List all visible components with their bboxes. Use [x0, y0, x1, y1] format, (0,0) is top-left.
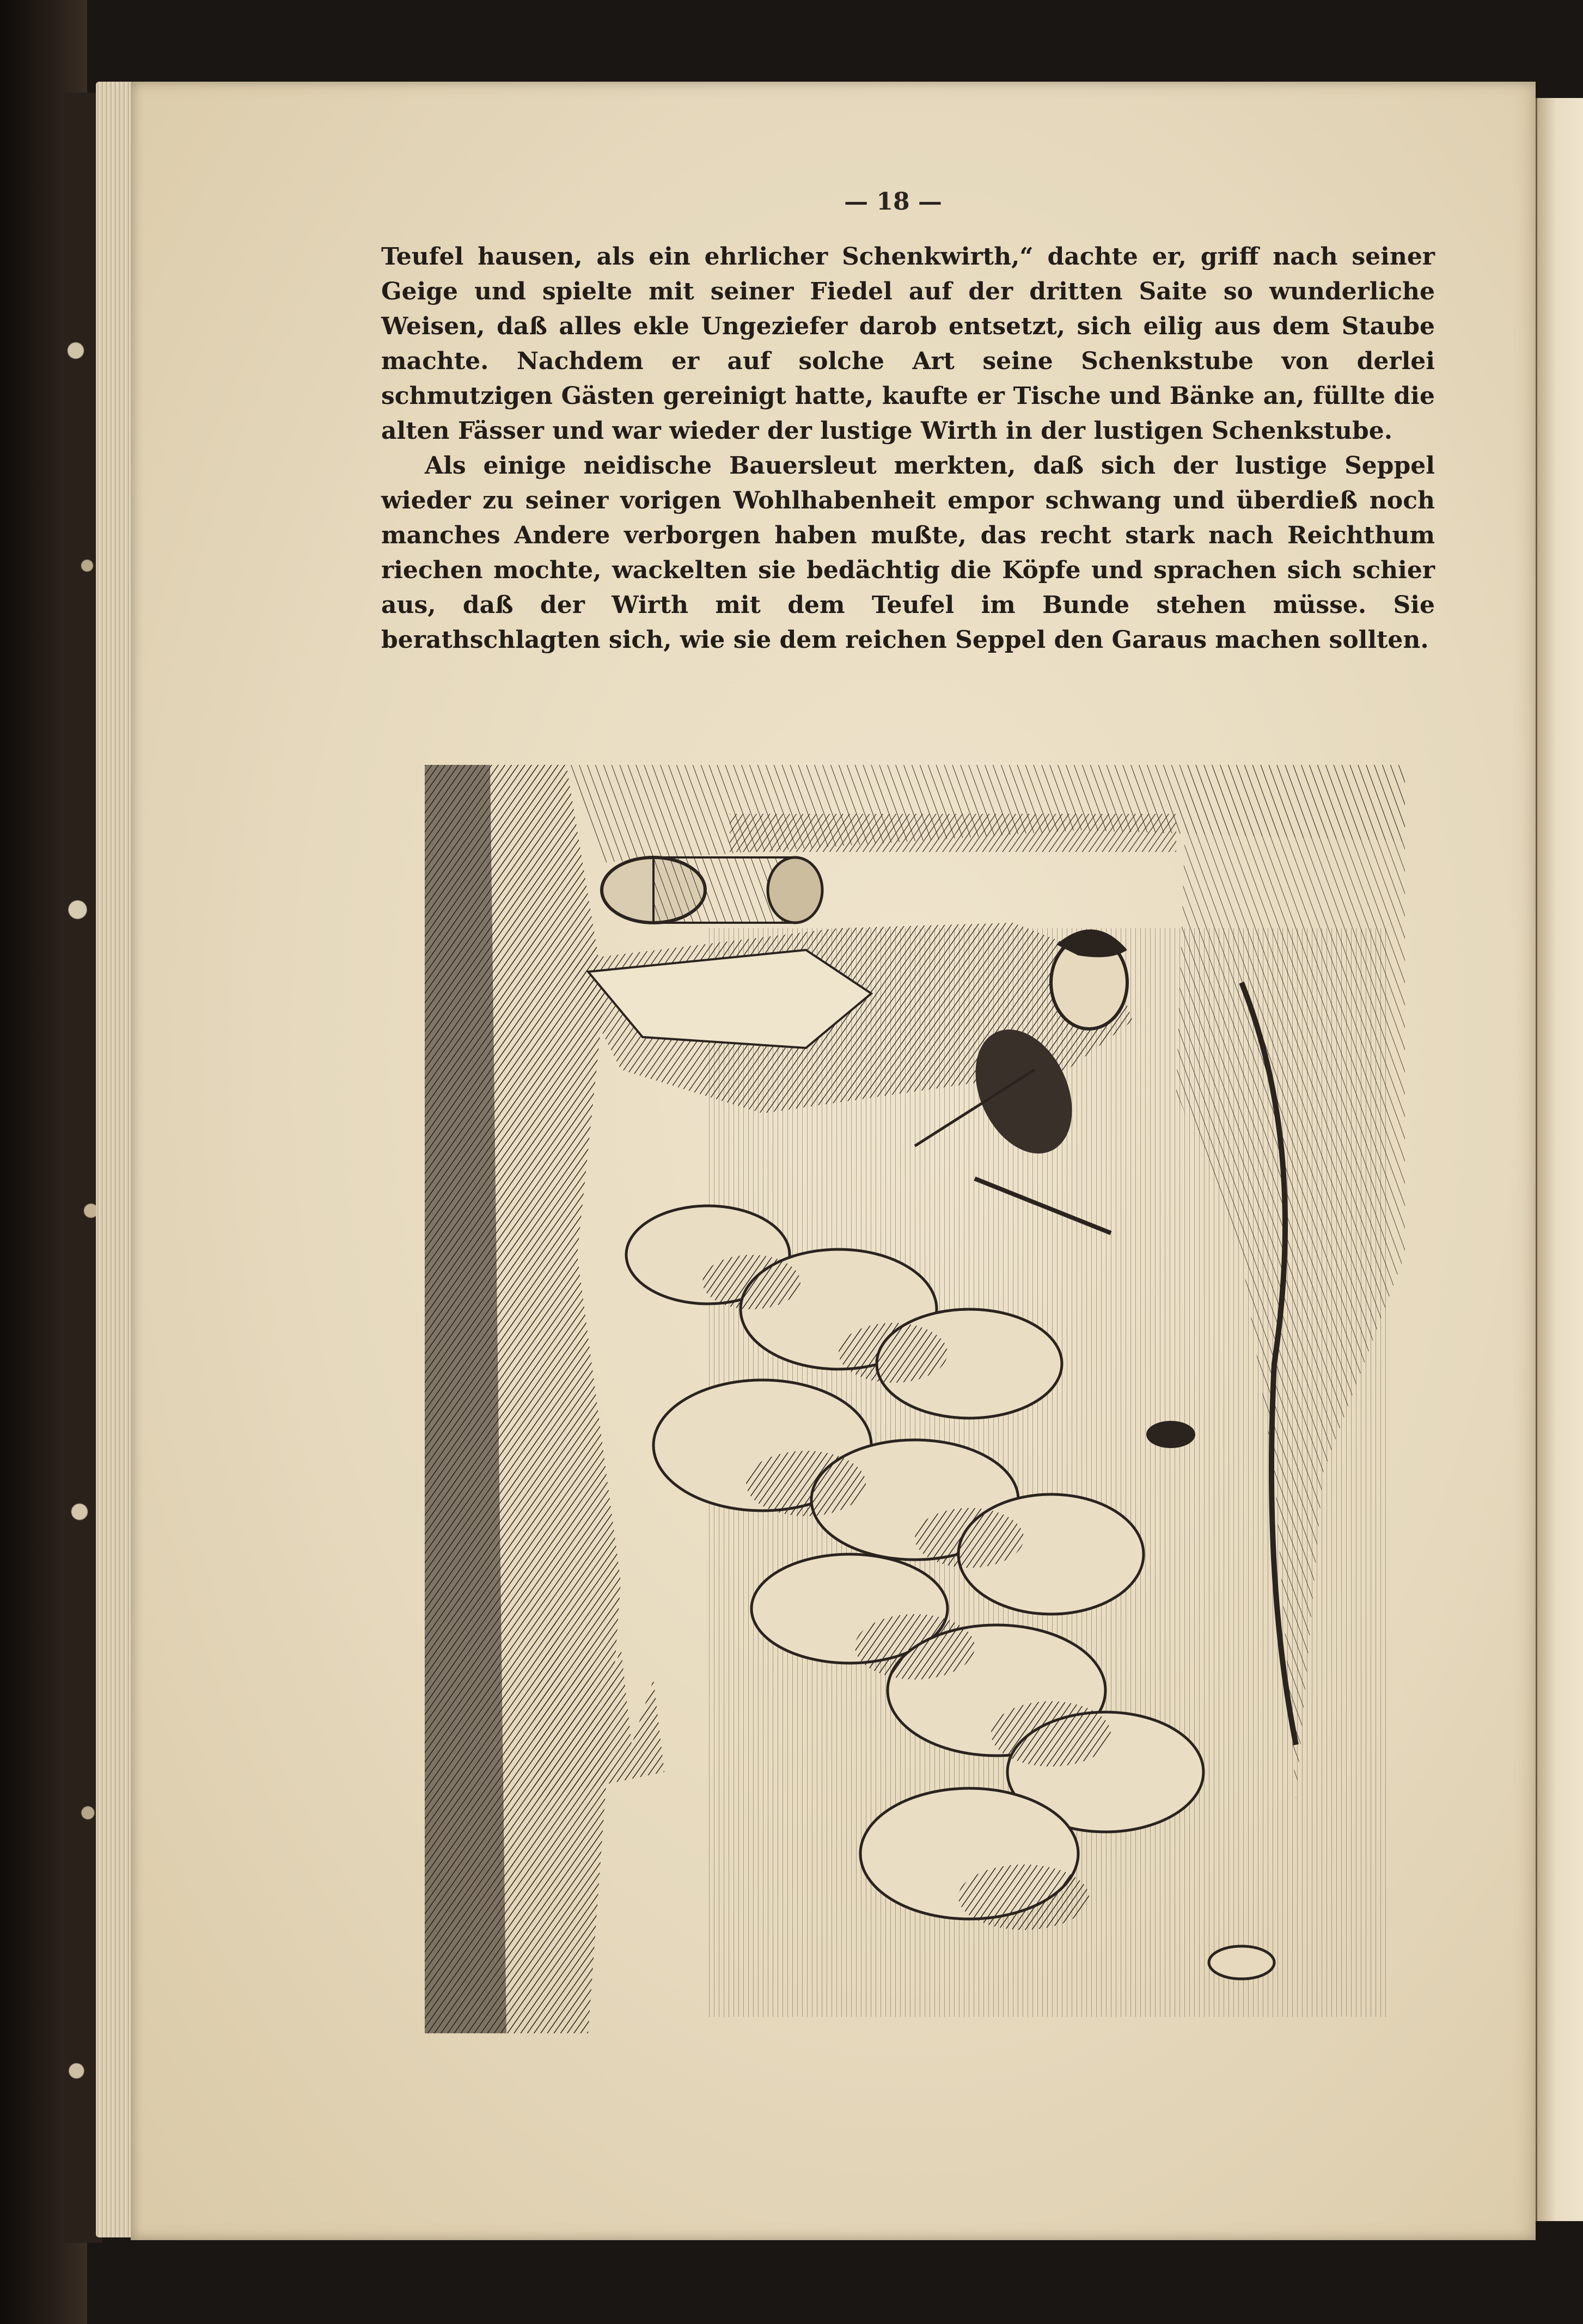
page-number: — 18 — [844, 188, 942, 216]
facing-page-edge [1536, 98, 1583, 2221]
paragraph-2: Als einige neidische Bauersleut merkten, daß sich der lustige Seppel wieder zu seiner vorigen Wohlhabenheit empor schwang und überdieß noch manches Andere verborgen haben mußte, das recht stark nach Reichthum riechen mochte, wackelten sie bedächtig die Köpfe und sprachen sich schier aus, daß der Wirth mit dem Teufel im Bunde stehen müsse. Sie berathschlagten sich, wie sie dem reichen Seppel den Garaus machen sollten. [381, 452, 1435, 654]
paragraph-1: Teufel hausen, als ein ehrlicher Schenkwirth,“ dachte er, griff nach seiner Geige und spielte mit seiner Fiedel auf der dritten Saite so wunderliche Weisen, daß alles ekle Ungeziefer darob entsetzt, sich eilig aus dem Staube machte. Nachdem er auf solche Art seine Schenkstube von derlei schmutzigen Gästen gereinigt hatte, kaufte er Tische und Bänke an, füllte die alten Fässer und war wieder der lustige Wirth in der lustigen Schenkstube. [381, 243, 1435, 445]
engraving-fiddler-scene-icon [425, 765, 1405, 2033]
engraving-illustration [425, 765, 1405, 2033]
body-text [381, 240, 1435, 658]
